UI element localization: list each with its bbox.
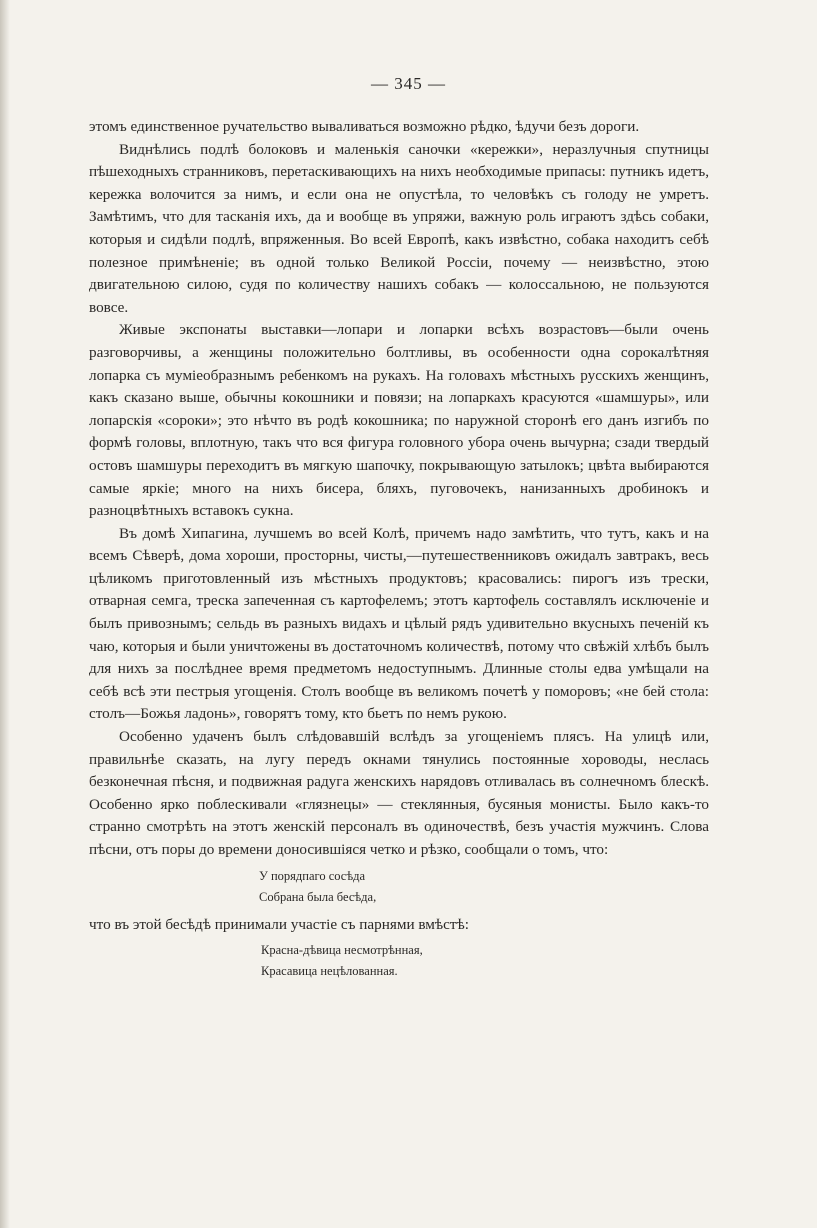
page-edge-shadow	[0, 0, 10, 1228]
verse-quote	[261, 940, 709, 982]
paragraph: Виднѣлись подлѣ болоковъ и маленькія саночки «кережки», неразлучныя спутницы пѣшеходныхъ странниковъ, перетаскивающихъ на нихъ необходимые припасы: путникъ идетъ, кережка волочится за нимъ, и если она не опустѣла, то человѣкъ съ голоду не умретъ. Замѣтимъ, что для тасканія ихъ, да и вообще въ упряжи, важную роль играютъ здѣсь собаки, которыя и сидѣли подлѣ, впряженныя. Во всей Европѣ, какъ извѣстно, собака находитъ себѣ полезное примѣненіе; въ одной только Великой Россіи, почему — неизвѣстно, этою двигательною силою, судя по количеству нашихъ собакъ — колоссальною, не пользуются вовсе.	[89, 140, 709, 316]
body-text	[89, 116, 709, 988]
paragraph: что въ этой бесѣдѣ принимали участіе съ парнями вмѣстѣ:	[89, 915, 469, 933]
paragraph: Живые экспонаты выставки—лопари и лопарки всѣхъ возрастовъ—были очень разговорчивы, а женщины положительно болтливы, въ особенности одна сорокалѣтняя лопарка съ муміеобразнымъ ребенкомъ на рукахъ. На головахъ мѣстныхъ русскихъ женщинъ, какъ сказано выше, обычны кокошники и повязи; на лопаркахъ красуются «шамшуры», или лопарскія «сороки»; это нѣчто въ родѣ кокошника; по наружной сторонѣ его данъ изгибъ по формѣ головы, вплотную, такъ что вся фигура головного убора очень вычурна; сзади твердый остовъ шамшуры переходитъ въ мягкую шапочку, покрывающую затылокъ; цвѣта выбираются самые яркіе; много на нихъ бисера, бляхъ, пуговочекъ, нанизанныхъ дробинокъ и разноцвѣтныхъ вставокъ сукна.	[89, 321, 709, 520]
verse-line: Красна-дѣвица несмотрѣнная,	[261, 943, 423, 958]
paragraph: Въ домѣ Хипагина, лучшемъ во всей Колѣ, причемъ надо замѣтить, что тутъ, какъ и на всемъ Сѣверѣ, дома хороши, просторны, чисты,—путешественниковъ ожидалъ завтракъ, весь цѣликомъ приготовленный изъ мѣстныхъ продуктовъ; красовались: пирогъ изъ трески, отварная семга, треска запеченная съ картофелемъ; этотъ картофель составлялъ исключеніе и былъ привознымъ; сельдь въ разныхъ видахъ и цѣлый рядъ удивительно вкусныхъ печеній къ чаю, которыя и были уничтожены въ достаточномъ количествѣ, потому что свѣжій хлѣбъ былъ для нихъ за послѣднее время предметомъ недоступнымъ. Длинные столы едва умѣщали на себѣ всѣ эти пестрыя угощенія. Столъ вообще въ великомъ почетѣ у поморовъ; «не бей стола: столъ—Божья ладонь», говорятъ тому, кто бьетъ по немъ рукою.	[89, 524, 709, 723]
page-number: — 345 —	[371, 74, 446, 93]
paragraph-continued: этомъ единственное ручательство вываливаться возможно рѣдко, ѣдучи безъ дороги.	[89, 118, 640, 135]
verse-line: Красавица нецѣлованная.	[261, 964, 398, 979]
verse-line: У порядпаго сосѣда	[259, 868, 366, 883]
verse-line: Собрана была бесѣда,	[259, 889, 377, 904]
paragraph: Особенно удаченъ былъ слѣдовавшій вслѣдъ за угощеніемъ плясъ. На улицѣ или, правильнѣе сказать, на лугу передъ окнами тянулись постоянные хороводы, неслась безконечная пѣсня, и подвижная радуга женскихъ нарядовъ отливалась въ солнечномъ блескѣ. Особенно ярко поблескивали «глязнецы» — стеклянныя, бусяныя монисты. Было какъ-то странно смотрѣть на этотъ женскій персоналъ въ одиночествѣ, безъ участія мужчинъ. Слова пѣсни, отъ поры до времени доносившіяся четко и рѣзко, сообщали о томъ, что:	[89, 728, 709, 858]
verse-quote	[259, 866, 709, 908]
